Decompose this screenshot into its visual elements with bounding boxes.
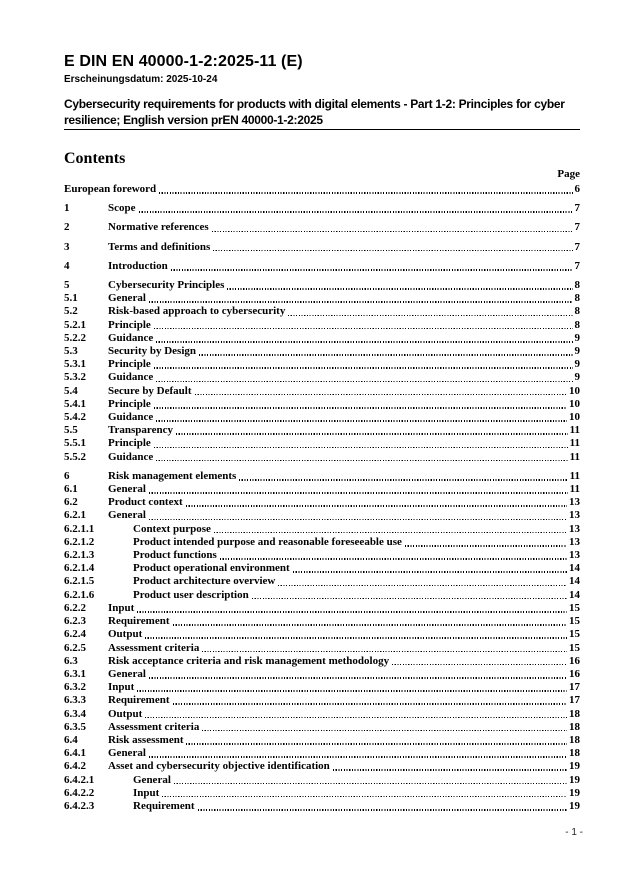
toc-entry-page: 9 — [574, 345, 580, 358]
toc-entry-number: 3 — [64, 240, 70, 253]
toc-entry-number: 6.4.2 — [64, 760, 86, 773]
toc-dot-leader — [392, 664, 567, 666]
toc-entry[interactable] — [64, 694, 580, 707]
toc-entry-title: General — [108, 747, 146, 760]
toc-entry[interactable] — [64, 260, 580, 273]
toc-entry-page: 14 — [569, 588, 580, 601]
toc-entry[interactable] — [64, 575, 580, 588]
toc-entry-number: 6.2.1.3 — [64, 549, 95, 562]
toc-entry[interactable] — [64, 760, 580, 773]
toc-entry-number: 5.3.2 — [64, 371, 86, 384]
toc-entry-page: 6 — [574, 183, 580, 195]
toc-entry[interactable] — [64, 371, 580, 384]
toc-entry-page: 7 — [574, 259, 580, 272]
toc-entry-number: 5.4.2 — [64, 411, 86, 424]
document-header — [64, 52, 580, 130]
toc-entry-page: 16 — [569, 667, 580, 680]
page-column-label: Page — [557, 168, 580, 180]
toc-entry[interactable] — [64, 305, 580, 318]
toc-entry-page: 9 — [574, 331, 580, 344]
toc-dot-leader — [213, 250, 572, 252]
toc-entry-page: 19 — [569, 786, 580, 799]
toc-entry-title: Input — [108, 681, 135, 694]
toc-dot-leader — [220, 558, 567, 560]
toc-dot-leader — [186, 505, 567, 507]
toc-entry-title: Guidance — [108, 411, 154, 424]
toc-entry[interactable] — [64, 523, 580, 536]
toc-entry-page: 9 — [574, 371, 580, 384]
toc-entry-number: 6.3 — [64, 654, 78, 667]
toc-entry-title: Security by Design — [108, 345, 196, 358]
toc-entry-page: 19 — [569, 773, 580, 786]
toc-dot-leader — [154, 367, 573, 369]
toc-entry-page: 13 — [569, 535, 580, 548]
toc-entry-title: Secure by Default — [108, 384, 192, 397]
toc-entry-number: 6 — [64, 469, 70, 482]
toc-dot-leader — [149, 756, 567, 758]
toc-entry-page: 16 — [569, 654, 580, 667]
toc-entry[interactable] — [64, 708, 580, 721]
toc-entry[interactable] — [64, 589, 580, 602]
toc-entry-number: 5.2.2 — [64, 331, 86, 344]
toc-dot-leader — [405, 545, 567, 547]
toc-dot-leader — [252, 598, 567, 600]
toc-entry-number: 6.4.1 — [64, 747, 86, 760]
toc-entry-title: Assessment criteria — [108, 720, 200, 733]
page-number: - 1 - — [565, 827, 583, 838]
toc-entry[interactable] — [64, 615, 580, 628]
toc-entry-number: 6.3.3 — [64, 694, 86, 707]
toc-entry-title: Risk acceptance criteria and risk management methodology — [108, 654, 390, 667]
toc-entry-number: 6.2.1.2 — [64, 535, 95, 548]
toc-entry-page: 17 — [569, 681, 580, 694]
toc-dot-leader — [149, 519, 567, 521]
toc-dot-leader — [173, 703, 567, 705]
toc-entry[interactable] — [64, 358, 580, 371]
toc-entry-page: 13 — [569, 549, 580, 562]
toc-entry-page: 8 — [574, 318, 580, 331]
toc-entry-title: Product user description — [133, 588, 249, 601]
toc-entry-title: Output — [108, 628, 143, 641]
toc-entry-page: 11 — [569, 424, 580, 437]
toc-entry-number: 6.4 — [64, 733, 78, 746]
toc-entry-number: 2 — [64, 221, 70, 234]
toc-entry[interactable] — [64, 562, 580, 575]
toc-dot-leader — [154, 447, 568, 449]
toc-dot-leader — [156, 341, 572, 343]
toc-entry-number: 6.3.2 — [64, 681, 86, 694]
toc-dot-leader — [145, 717, 567, 719]
toc-entry-number: 6.2.1.5 — [64, 575, 95, 588]
toc-entry-page: 9 — [574, 358, 580, 371]
toc-entry[interactable] — [64, 241, 580, 254]
toc-entry-number: 5.2.1 — [64, 318, 86, 331]
toc-entry[interactable] — [64, 800, 580, 813]
toc-entry-page: 13 — [569, 496, 580, 509]
toc-entry-number: 6.2.4 — [64, 628, 86, 641]
toc-dot-leader — [149, 492, 568, 494]
toc-entry[interactable] — [64, 437, 580, 450]
toc-dot-leader — [214, 532, 567, 534]
toc-dot-leader — [154, 328, 573, 330]
toc-entry[interactable] — [64, 398, 580, 411]
toc-entry[interactable] — [64, 747, 580, 760]
toc-entry-page: 10 — [569, 384, 580, 397]
toc-entry[interactable] — [64, 345, 580, 358]
toc-entry[interactable] — [64, 483, 580, 496]
toc-entry-number: 5 — [64, 279, 70, 292]
toc-entry-title: Product functions — [133, 549, 217, 562]
toc-entry[interactable] — [64, 549, 580, 562]
toc-entry-title: Input — [133, 786, 160, 799]
document-title: Cybersecurity requirements for products with digital elements - Part 1-2: Principles for cyber resilience; English version prEN 40000-1-2:2025 — [64, 97, 565, 127]
contents-section — [64, 150, 580, 813]
toc-entry-page: 10 — [569, 411, 580, 424]
toc-entry-page: 18 — [569, 747, 580, 760]
toc-entry-number: 6.2.1.6 — [64, 588, 95, 601]
toc-entry[interactable] — [64, 202, 580, 215]
toc-entry-title: Guidance — [108, 331, 154, 344]
toc-entry-number: 6.2.5 — [64, 641, 86, 654]
toc-entry[interactable] — [64, 279, 580, 292]
toc-entry-title: Product intended purpose and reasonable foreseeable use — [133, 535, 402, 548]
toc-entry-page: 8 — [574, 279, 580, 292]
contents-heading: Contents — [64, 150, 126, 167]
toc-entry-title: Requirement — [133, 799, 195, 812]
toc-entry-title: Asset and cybersecurity objective identification — [108, 760, 330, 773]
toc-dot-leader — [145, 637, 567, 639]
toc-dot-leader — [202, 730, 567, 732]
toc-entry-page: 7 — [574, 221, 580, 234]
toc-entry-title: European foreword — [64, 183, 157, 195]
toc-entry-title: Requirement — [108, 615, 170, 628]
toc-entry-title: General — [108, 483, 146, 496]
toc-entry-page: 13 — [569, 509, 580, 522]
toc-dot-leader — [137, 690, 567, 692]
toc-entry-title: Transparency — [108, 424, 173, 437]
toc-dot-leader — [156, 460, 567, 462]
toc-entry-number: 6.2 — [64, 496, 78, 509]
toc-dot-leader — [293, 571, 567, 573]
toc-dot-leader — [278, 585, 567, 587]
toc-entry-title: General — [133, 773, 171, 786]
toc-entry[interactable] — [64, 221, 580, 234]
toc-entry-number: 5.1 — [64, 292, 78, 305]
toc-entry-title: Assessment criteria — [108, 641, 200, 654]
toc-entry-title: Principle — [108, 397, 151, 410]
toc-entry-page: 17 — [569, 694, 580, 707]
toc-entry-title: Output — [108, 707, 143, 720]
toc-entry[interactable] — [64, 642, 580, 655]
toc-entry[interactable] — [64, 292, 580, 305]
toc-entry[interactable] — [64, 319, 580, 332]
toc-dot-leader — [137, 611, 567, 613]
toc-entry-title: Cybersecurity Principles — [108, 279, 225, 292]
toc-entry-page: 7 — [574, 240, 580, 253]
toc-entry-title: Input — [108, 601, 135, 614]
toc-entry-page: 10 — [569, 397, 580, 410]
toc-entry[interactable] — [64, 655, 580, 668]
toc-entry-number: 5.4.1 — [64, 397, 86, 410]
toc-entry[interactable] — [64, 451, 580, 464]
toc-entry-page: 15 — [569, 601, 580, 614]
toc-entry[interactable] — [64, 734, 580, 747]
toc-entry-page: 11 — [569, 469, 580, 482]
toc-entry-title: Guidance — [108, 371, 154, 384]
toc-dot-leader — [176, 433, 568, 435]
toc-entry-title: Normative references — [108, 221, 209, 234]
toc-entry[interactable] — [64, 628, 580, 641]
toc-entry-page: 11 — [569, 437, 580, 450]
toc-entry-number: 6.2.3 — [64, 615, 86, 628]
toc-dot-leader — [149, 301, 573, 303]
toc-entry-title: Principle — [108, 318, 151, 331]
toc-entry-number: 6.2.1 — [64, 509, 86, 522]
toc-dot-leader — [288, 315, 572, 317]
toc-entry[interactable] — [64, 385, 580, 398]
toc-entry-title: General — [108, 292, 146, 305]
toc-entry-title: General — [108, 667, 146, 680]
toc-entry-title: Risk assessment — [108, 733, 184, 746]
toc-entry[interactable] — [64, 411, 580, 424]
toc-entry-number: 5.5 — [64, 424, 78, 437]
document-id: E DIN EN 40000-1-2:2025-11 (E) — [64, 53, 303, 70]
title-divider — [64, 129, 580, 130]
toc-dot-leader — [156, 420, 567, 422]
toc-entry-page: 15 — [569, 615, 580, 628]
toc-entry-number: 5.3 — [64, 345, 78, 358]
toc-entry-title: Risk management elements — [108, 469, 237, 482]
toc-entry-page: 15 — [569, 628, 580, 641]
toc-entry-page: 13 — [569, 522, 580, 535]
toc-entry[interactable] — [64, 424, 580, 437]
toc-dot-leader — [159, 192, 572, 194]
toc-entry-page: 11 — [569, 450, 580, 463]
toc-entry[interactable] — [64, 681, 580, 694]
toc-dot-leader — [156, 381, 572, 383]
toc-entry-title: Product operational environment — [133, 562, 290, 575]
toc-dot-leader — [162, 796, 567, 798]
toc-entry-page: 18 — [569, 733, 580, 746]
publication-date: Erscheinungsdatum: 2025-10-24 — [64, 74, 218, 85]
toc-entry-number: 6.3.1 — [64, 667, 86, 680]
toc-entry-number: 5.4 — [64, 384, 78, 397]
toc-entry-page: 14 — [569, 575, 580, 588]
toc-dot-leader — [174, 783, 567, 785]
toc-dot-leader — [139, 211, 573, 213]
toc-entry-title: Product architecture overview — [133, 575, 276, 588]
toc-entry-number: 6.2.1.4 — [64, 562, 95, 575]
toc-entry-title: Risk-based approach to cybersecurity — [108, 305, 286, 318]
toc-entry-page: 19 — [569, 799, 580, 812]
toc-entry[interactable] — [64, 183, 580, 196]
toc-entry-number: 6.4.2.3 — [64, 799, 95, 812]
toc-entry-title: Product context — [108, 496, 183, 509]
toc-entry-title: Principle — [108, 358, 151, 371]
toc-entry[interactable] — [64, 496, 580, 509]
toc-dot-leader — [173, 624, 567, 626]
toc-dot-leader — [186, 743, 567, 745]
table-of-contents — [64, 183, 580, 813]
toc-entry-number: 5.3.1 — [64, 358, 86, 371]
toc-entry-page: 8 — [574, 305, 580, 318]
toc-entry-number: 5.5.2 — [64, 450, 86, 463]
toc-entry-page: 18 — [569, 720, 580, 733]
toc-entry[interactable] — [64, 787, 580, 800]
toc-entry-number: 6.2.2 — [64, 601, 86, 614]
toc-entry-title: Guidance — [108, 450, 154, 463]
toc-dot-leader — [333, 769, 567, 771]
toc-entry-number: 6.1 — [64, 483, 78, 496]
toc-entry-title: Requirement — [108, 694, 170, 707]
toc-entry-page: 8 — [574, 292, 580, 305]
toc-dot-leader — [239, 479, 567, 481]
toc-entry-number: 6.3.5 — [64, 720, 86, 733]
toc-entry-number: 5.2 — [64, 305, 78, 318]
toc-entry-page: 19 — [569, 760, 580, 773]
toc-entry-title: Introduction — [108, 259, 168, 272]
toc-entry-page: 15 — [569, 641, 580, 654]
toc-entry-number: 4 — [64, 259, 70, 272]
toc-entry[interactable] — [64, 668, 580, 681]
toc-entry[interactable] — [64, 470, 580, 483]
toc-entry-number: 6.4.2.2 — [64, 786, 95, 799]
toc-dot-leader — [202, 651, 567, 653]
toc-dot-leader — [195, 394, 567, 396]
toc-entry-title: Scope — [108, 202, 136, 215]
toc-entry-number: 6.3.4 — [64, 707, 86, 720]
toc-dot-leader — [212, 231, 573, 233]
toc-entry-page: 11 — [569, 483, 580, 496]
toc-entry-page: 14 — [569, 562, 580, 575]
toc-entry-page: 18 — [569, 707, 580, 720]
toc-entry-title: Principle — [108, 437, 151, 450]
toc-entry-number: 6.4.2.1 — [64, 773, 95, 786]
toc-entry-title: Context purpose — [133, 522, 211, 535]
toc-entry[interactable] — [64, 774, 580, 787]
toc-entry-number: 5.5.1 — [64, 437, 86, 450]
toc-dot-leader — [154, 407, 567, 409]
toc-entry[interactable] — [64, 509, 580, 522]
toc-entry[interactable] — [64, 536, 580, 549]
toc-entry-title: General — [108, 509, 146, 522]
toc-entry[interactable] — [64, 602, 580, 615]
toc-dot-leader — [198, 809, 567, 811]
toc-dot-leader — [199, 354, 573, 356]
toc-entry-number: 6.2.1.1 — [64, 522, 95, 535]
toc-entry-page: 7 — [574, 202, 580, 215]
toc-entry-number: 1 — [64, 202, 70, 215]
toc-entry[interactable] — [64, 332, 580, 345]
toc-entry[interactable] — [64, 721, 580, 734]
toc-dot-leader — [227, 288, 572, 290]
toc-dot-leader — [171, 269, 573, 271]
toc-dot-leader — [149, 677, 567, 679]
toc-entry-title: Terms and definitions — [108, 240, 211, 253]
